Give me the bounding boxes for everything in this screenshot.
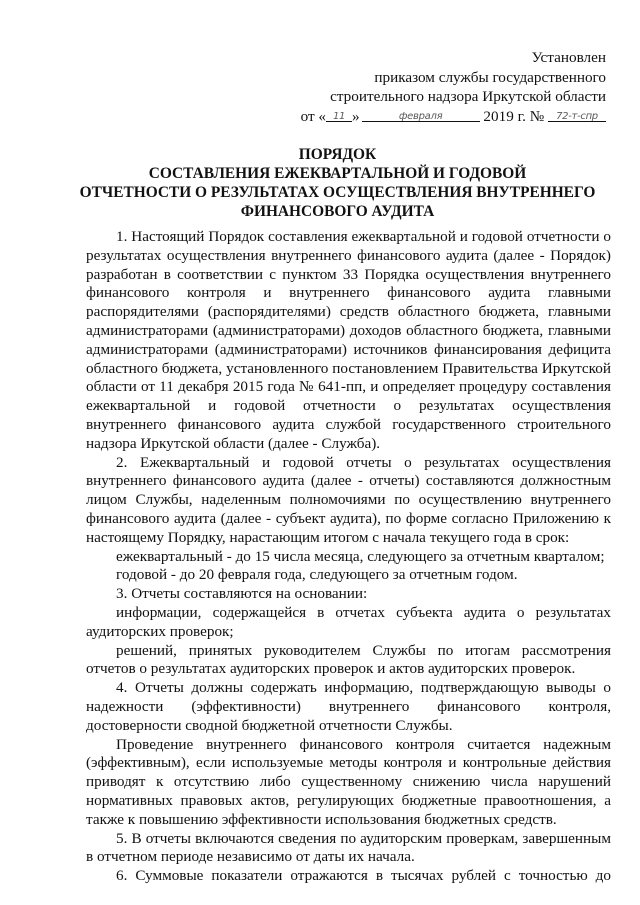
- year-and-number-label: 2019 г. №: [483, 107, 545, 125]
- month-blank: [362, 107, 480, 122]
- deadline-annual: годовой - до 20 февраля года, следующего за отчетным годом.: [116, 566, 518, 584]
- number-handwritten: 72-т-спр: [556, 110, 598, 122]
- approval-status: Установлен: [531, 49, 606, 66]
- title-line-3: ОТЧЕТНОСТИ О РЕЗУЛЬТАТАХ ОСУЩЕСТВЛЕНИЯ ВНУТРЕННЕГО: [79, 184, 596, 201]
- month-handwritten: февраля: [398, 110, 443, 122]
- title-line-4: ФИНАНСОВОГО АУДИТА: [240, 203, 435, 220]
- day-handwritten: 11: [332, 110, 346, 122]
- date-prefix: от «: [300, 107, 327, 125]
- paragraph-3: 3. Отчеты составляются на основании:: [116, 585, 368, 603]
- number-blank: [548, 107, 606, 122]
- quote-close: »: [352, 107, 360, 125]
- paragraph-1: 1. Настоящий Порядок составления ежеквартальной и годовой отчетности о результатах осуществления внутреннего финансового аудита (далее - Порядок) разработан в соответствии с пунктом 33 Порядка осуществления внутреннего финансового контроля и внутреннего финансового аудита главными распорядителями (распорядителями) средств областного бюджета, главными администраторами (администраторами) доходов областного бюджета, главными администраторами (администраторами) источников финансирования дефицита областного бюджета, установленного постановлением Правительства Иркутской области от 11 декабря 2015 года № 641-пп, и определяет процедуру составления ежеквартальной и годовой отчетности о результатах осуществления внутреннего финансового аудита службой государственного строительного надзора Иркутской области (далее - Служба).: [86, 228, 611, 452]
- title-line-1: ПОРЯДОК: [298, 146, 377, 163]
- deadline-quarterly: ежеквартальный - до 15 числа месяца, следующего за отчетным кварталом;: [116, 547, 605, 565]
- paragraph-4-reliability: Проведение внутреннего финансового контроля считается надежным (эффективным), если используемые методы контроля и контрольные действия приводят к отсутствию либо существенному снижению числа нарушений нормативных правовых актов, регулирующих бюджетные правоотношения, а также к повышению эффективности использования бюджетных средств.: [86, 735, 611, 828]
- document-title: [60, 145, 615, 221]
- approval-order: приказом службы государственного: [374, 68, 606, 86]
- title-line-2: СОСТАВЛЕНИЯ ЕЖЕКВАРТАЛЬНОЙ И ГОДОВОЙ: [148, 165, 527, 182]
- basis-item-1: информации, содержащейся в отчетах субъекта аудита о результатах аудиторских проверок;: [86, 603, 611, 640]
- approval-block: [301, 48, 606, 126]
- paragraph-6: 6. Суммовые показатели отражаются в тысячах рублей с точностью до: [116, 867, 611, 885]
- approval-agency: строительного надзора Иркутской области: [330, 88, 606, 105]
- paragraph-2: 2. Ежеквартальный и годовой отчеты о результатах осуществления внутреннего финансового аудита (далее - отчеты) составляются должностным лицом Службы, наделенным полномочиями по осуществлению внутреннего финансового аудита (далее - субъект аудита), по форме согласно Приложению к настоящему Порядку, нарастающим итогом с начала текущего года в срок:: [86, 453, 611, 546]
- paragraph-5: 5. В отчеты включаются сведения по аудиторским проверкам, завершенным в отчетном периоде независимо от даты их начала.: [86, 829, 611, 866]
- basis-item-2: решений, принятых руководителем Службы по итогам рассмотрения отчетов о результатах аудиторских проверок и актов аудиторских проверок.: [86, 641, 611, 678]
- document-body: [86, 228, 611, 886]
- day-blank: [326, 107, 352, 122]
- approval-date-line: [301, 107, 606, 127]
- paragraph-4: 4. Отчеты должны содержать информацию, подтверждающую выводы о надежности (эффективности) внутреннего финансового контроля, достоверности сводной бюджетной отчетности Службы.: [86, 679, 611, 734]
